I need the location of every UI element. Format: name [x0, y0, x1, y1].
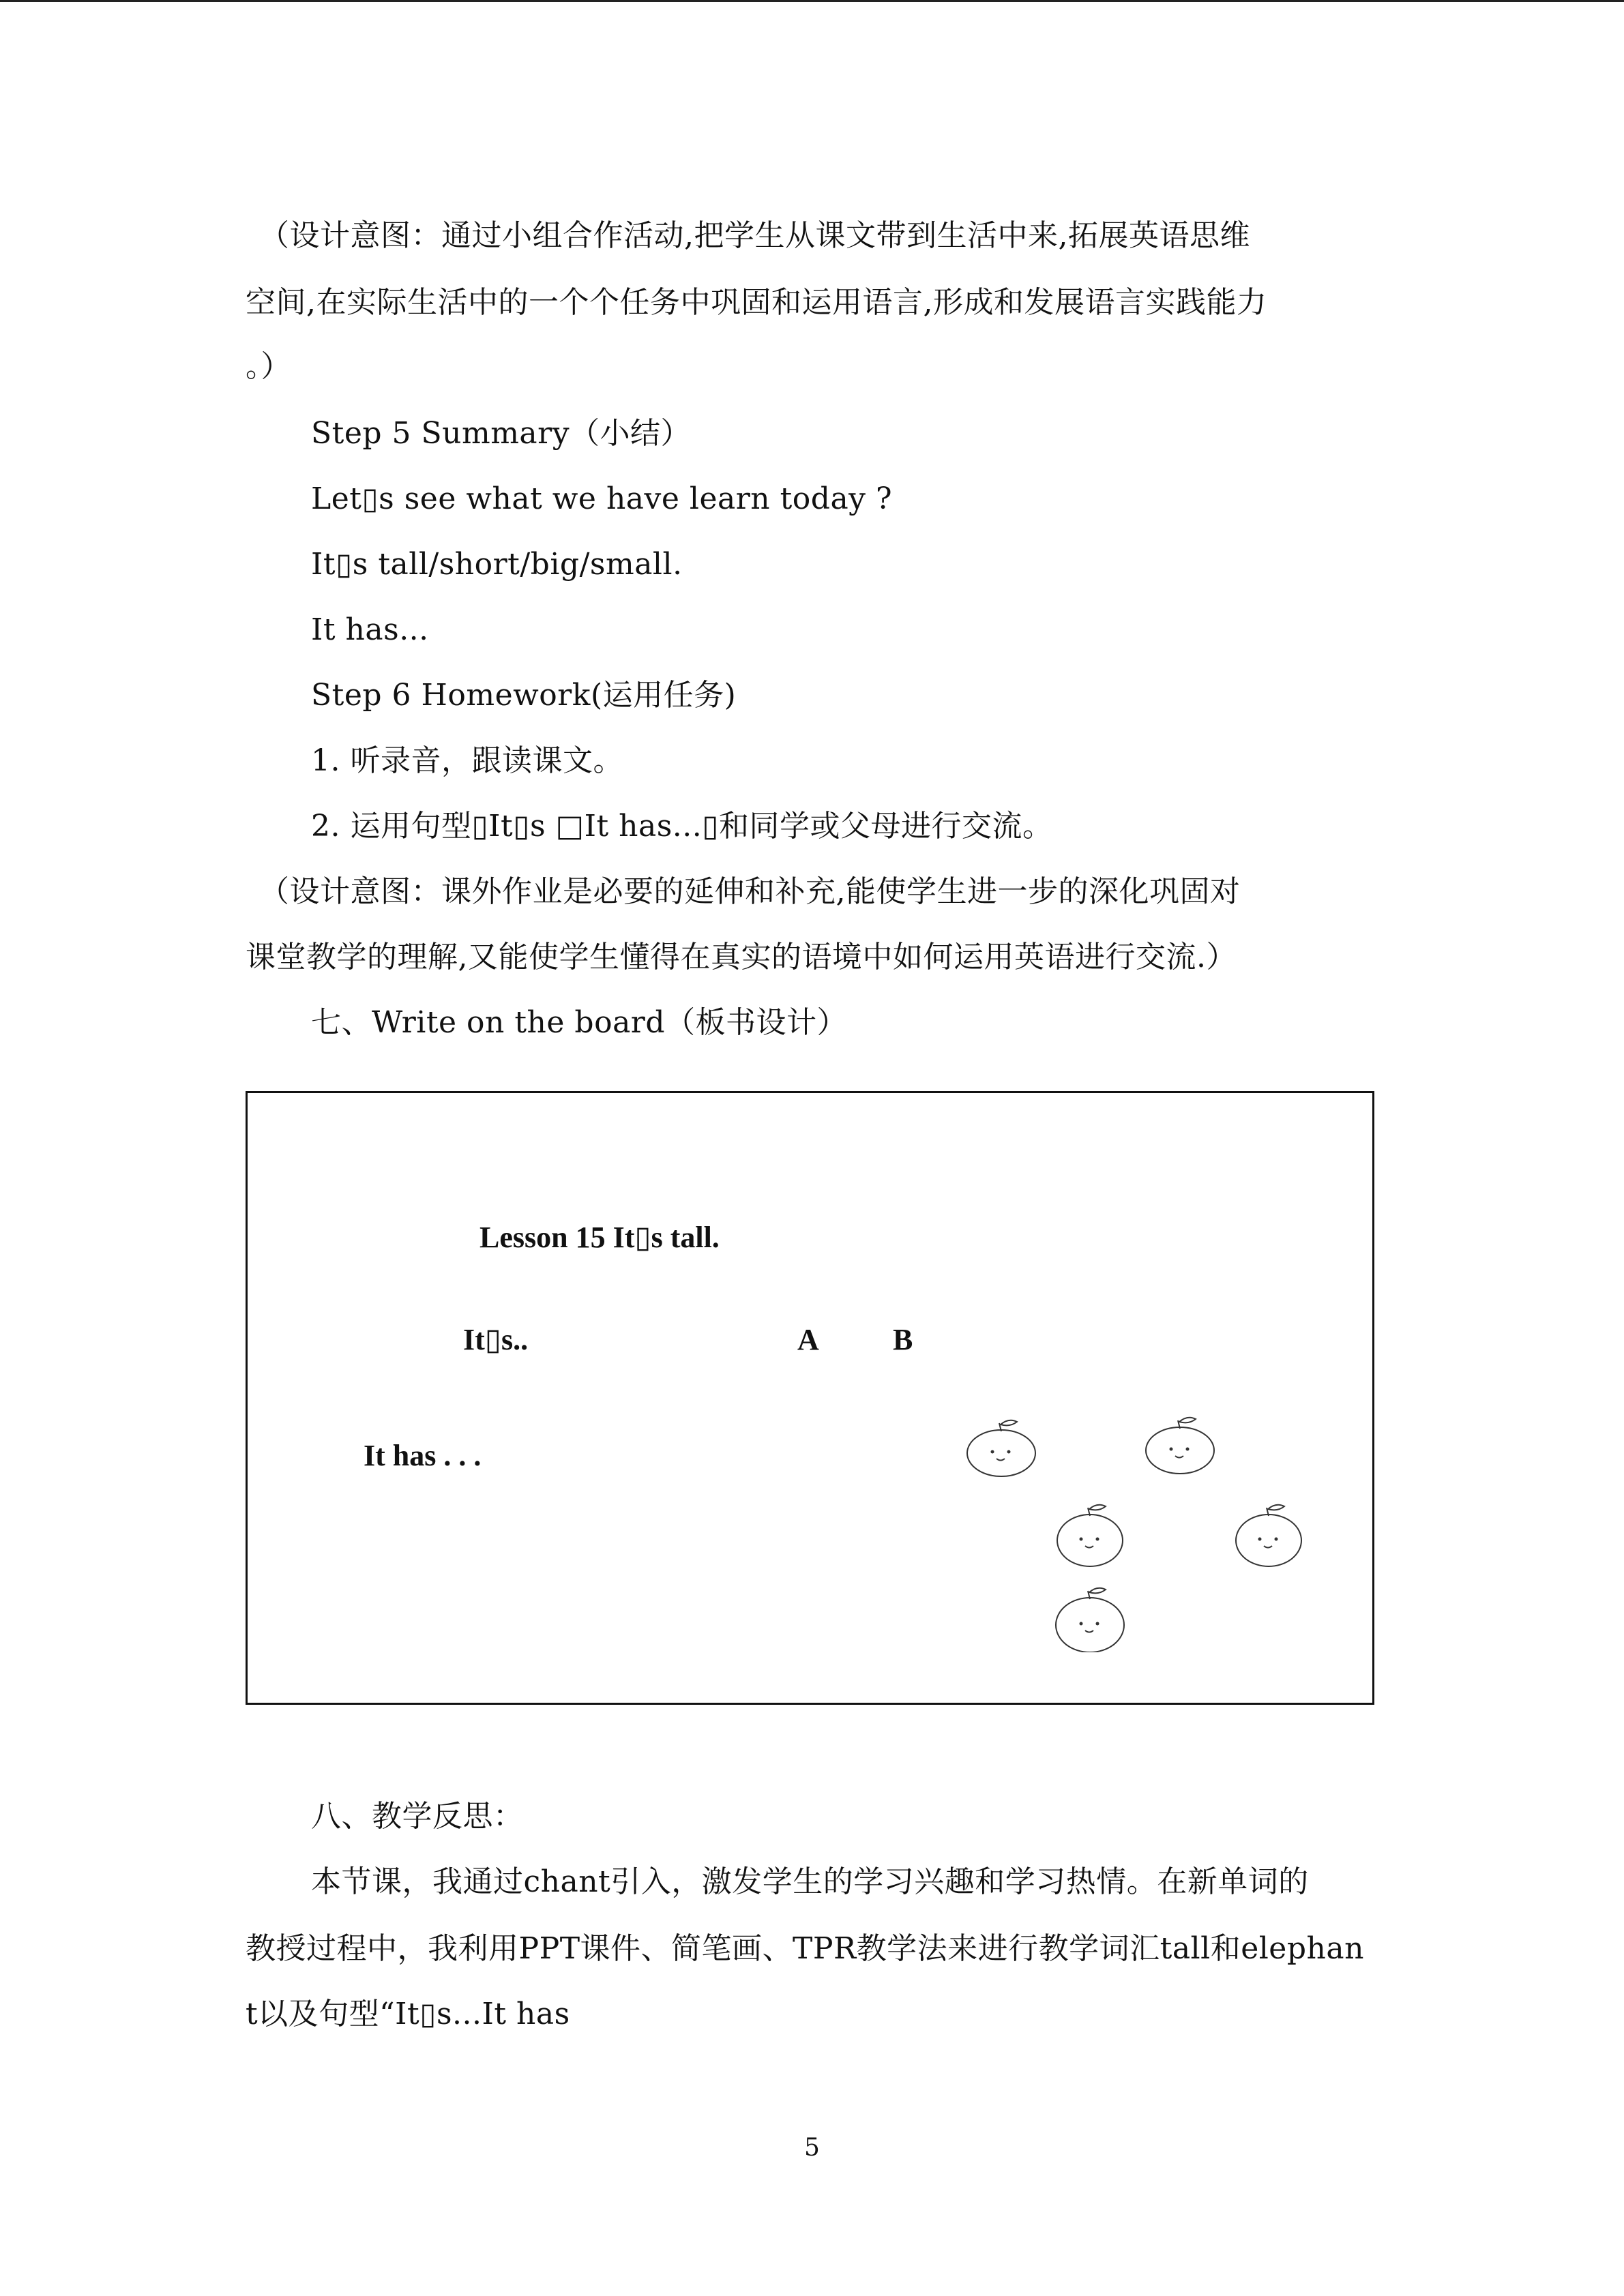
apple-face-icon: [1052, 1584, 1127, 1652]
apple-face-icon: [1142, 1411, 1217, 1479]
reflection-line-2: 教授过程中，我利用PPT课件、简笔画、TPR教学法来进行教学词汇tall和elephan: [246, 1931, 1364, 1966]
summary-line-its-tall: It▯s tall/short/big/small.: [311, 547, 683, 582]
reflection-line-1: 本节课，我通过chant引入，激发学生的学习兴趣和学习热情。在新单词的: [311, 1864, 1309, 1899]
apple-face-icon: [964, 1414, 1039, 1482]
top-border-line: [0, 0, 1624, 2]
board-its: It▯s..: [463, 1323, 529, 1356]
step5-heading: Step 5 Summary（小结）: [311, 416, 692, 451]
design-intent-2-line-2: 课堂教学的理解,又能使学生懂得在真实的语境中如何运用英语进行交流.）: [246, 940, 1237, 974]
design-intent-line-1: （设计意图：通过小组合作活动,把学生从课文带到生活中来,拓展英语思维: [259, 218, 1250, 253]
board-design-box: [246, 1091, 1374, 1705]
homework-item-2: 2. 运用句型▯It▯s □It has...▯和同学或父母进行交流。: [311, 809, 1053, 844]
board-title: Lesson 15 It▯s tall.: [479, 1221, 720, 1254]
design-intent-line-3: 。）: [246, 349, 291, 384]
summary-line-lets-see: Let▯s see what we have learn today ?: [311, 481, 893, 516]
homework-item-1: 1. 听录音，跟读课文。: [311, 743, 623, 778]
board-label-b: B: [893, 1323, 913, 1356]
step6-heading: Step 6 Homework(运用任务): [311, 678, 737, 713]
board-label-a: A: [797, 1323, 819, 1356]
design-intent-line-2: 空间,在实际生活中的一个个任务中巩固和运用语言,形成和发展语言实践能力: [246, 285, 1267, 320]
reflection-heading: 八、教学反思：: [311, 1799, 524, 1834]
apple-face-icon: [1052, 1500, 1127, 1568]
summary-line-it-has: It has...: [311, 612, 429, 647]
board-it-has: It has . . .: [364, 1439, 482, 1472]
apple-face-icon: [1231, 1500, 1306, 1568]
reflection-line-3: t以及句型“It▯s...It has: [246, 1997, 570, 2031]
page-number: 5: [804, 2134, 820, 2162]
design-intent-2-line-1: （设计意图：课外作业是必要的延伸和补充,能使学生进一步的深化巩固对: [259, 874, 1241, 909]
board-section-heading: 七、Write on the board（板书设计）: [311, 1005, 848, 1040]
